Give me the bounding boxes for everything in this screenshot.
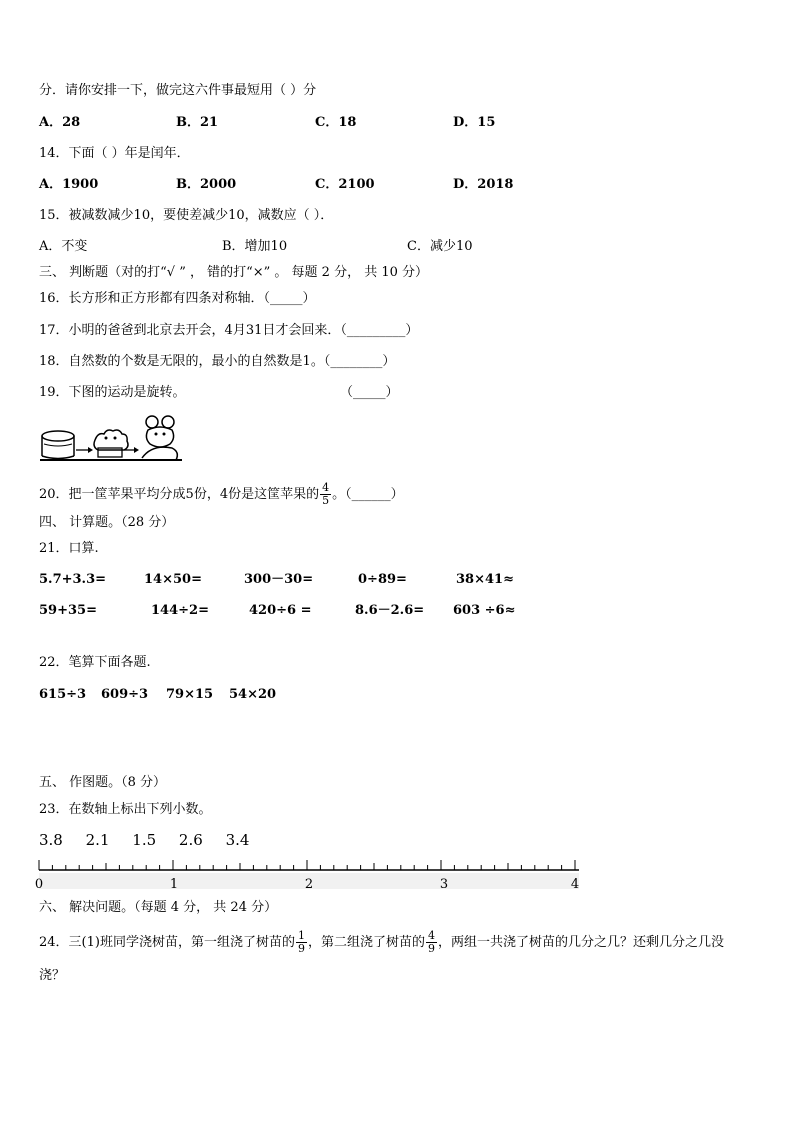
section4-title: 四、 计算题。（28 分） — [39, 515, 175, 530]
calc-item: 38×41≈ — [456, 572, 514, 587]
decimal-value: 2.6 — [178, 831, 203, 849]
q15-option-c[interactable]: C．减少10 — [407, 239, 473, 254]
q20-fraction — [320, 482, 331, 507]
axis-label: 2 — [304, 877, 314, 892]
q20-stem — [39, 482, 404, 507]
q24-fraction-2 — [426, 930, 437, 955]
axis-label: 1 — [169, 877, 179, 892]
q15-option-b[interactable]: B．增加10 — [222, 239, 288, 254]
q13-option-d[interactable]: D．15 — [453, 115, 496, 130]
written-calc-item: 615÷3 — [39, 687, 87, 702]
number-line[interactable] — [34, 858, 590, 892]
calc-item: 8.6－2.6= — [355, 603, 425, 618]
q13-option-a[interactable]: A．28 — [39, 115, 81, 130]
q20-fraction-numerator: 4 — [322, 481, 330, 494]
decimal-value: 3.8 — [39, 831, 63, 849]
q13-option-b[interactable]: B．21 — [176, 115, 219, 130]
calc-item: 420÷6 = — [249, 603, 312, 618]
q21-stem: 21．口算. — [39, 541, 99, 556]
q18-stem: 18．自然数的个数是无限的，最小的自然数是1。（________） — [39, 354, 396, 369]
calc-item: 14×50= — [144, 572, 202, 587]
fraction-denominator: 9 — [297, 942, 305, 955]
q15-option-a[interactable]: A．不变 — [39, 239, 88, 254]
decimal-value: 3.4 — [225, 831, 250, 849]
q24-text-c: ，两组一共浇了树苗的几分之几？还剩几分之几没 — [437, 935, 724, 950]
calc-item: 603 ÷6≈ — [453, 603, 516, 618]
written-calc-item: 609÷3 — [101, 687, 149, 702]
q14-option-d[interactable]: D．2018 — [453, 177, 514, 192]
calc-item: 144÷2= — [151, 603, 209, 618]
q14-option-b[interactable]: B．2000 — [176, 177, 237, 192]
q24-fraction-1 — [296, 930, 307, 955]
q17-stem: 17．小明的爸爸到北京去开会，4月31日才会回来．（_________） — [39, 323, 419, 338]
calc-item: 0÷89= — [358, 572, 407, 587]
q13-option-c[interactable]: C．18 — [315, 115, 357, 130]
q24-text-b: ，第二组浇了树苗的 — [307, 935, 425, 950]
section5-title: 五、 作图题。（8 分） — [39, 775, 167, 790]
q14-option-a[interactable]: A．1900 — [39, 177, 99, 192]
q20-fraction-denominator: 5 — [322, 494, 330, 507]
section3-title: 三、 判断题（对的打“√ ” ， 错的打“×” 。 每题 2 分， 共 10 分） — [39, 265, 429, 280]
decimal-value: 1.5 — [132, 831, 157, 849]
calc-item: 300－30= — [244, 572, 314, 587]
q20-text-after: 。（______） — [332, 487, 404, 502]
decimal-value: 2.1 — [85, 831, 110, 849]
q19-stem: 19．下图的运动是旋转。 — [39, 385, 186, 400]
q24-text-a: 24．三(1)班同学浇树苗，第一组浇了树苗的 — [39, 935, 295, 950]
axis-label: 3 — [439, 877, 449, 892]
q20-text-before: 20．把一筐苹果平均分成5份，4份是这筐苹果的 — [39, 487, 320, 502]
rotation-figure — [40, 414, 182, 464]
q16-stem: 16．长方形和正方形都有四条对称轴．（_____） — [39, 291, 316, 306]
section6-title: 六、 解决问题。（每题 4 分， 共 24 分） — [39, 900, 278, 915]
q14-option-c[interactable]: C．2100 — [315, 177, 375, 192]
axis-label: 0 — [34, 877, 44, 892]
calc-item: 5.7+3.3= — [39, 572, 107, 587]
q24-stem — [39, 930, 724, 955]
q23-stem: 23．在数轴上标出下列小数。 — [39, 802, 212, 817]
q13-stem: 分．请你安排一下，做完这六件事最短用（ ）分 — [39, 83, 317, 98]
written-calc-item: 79×15 — [166, 687, 214, 702]
written-calc-item: 54×20 — [229, 687, 277, 702]
fraction-numerator: 1 — [297, 929, 305, 942]
fraction-numerator: 4 — [427, 929, 435, 942]
calc-item: 59+35= — [39, 603, 97, 618]
fraction-denominator: 9 — [427, 942, 435, 955]
number-line-ticks — [39, 860, 575, 870]
q22-stem: 22．笔算下面各题. — [39, 655, 151, 670]
q23-decimals — [39, 831, 267, 849]
q24-stem-continued: 浇？ — [39, 968, 66, 983]
axis-label: 4 — [570, 877, 580, 892]
q14-stem: 14．下面（ ）年是闰年． — [39, 146, 190, 161]
q15-stem: 15．被减数减少10，要使差减少10，减数应（ ）． — [39, 208, 334, 223]
q19-blank[interactable]: （_____） — [340, 385, 399, 400]
